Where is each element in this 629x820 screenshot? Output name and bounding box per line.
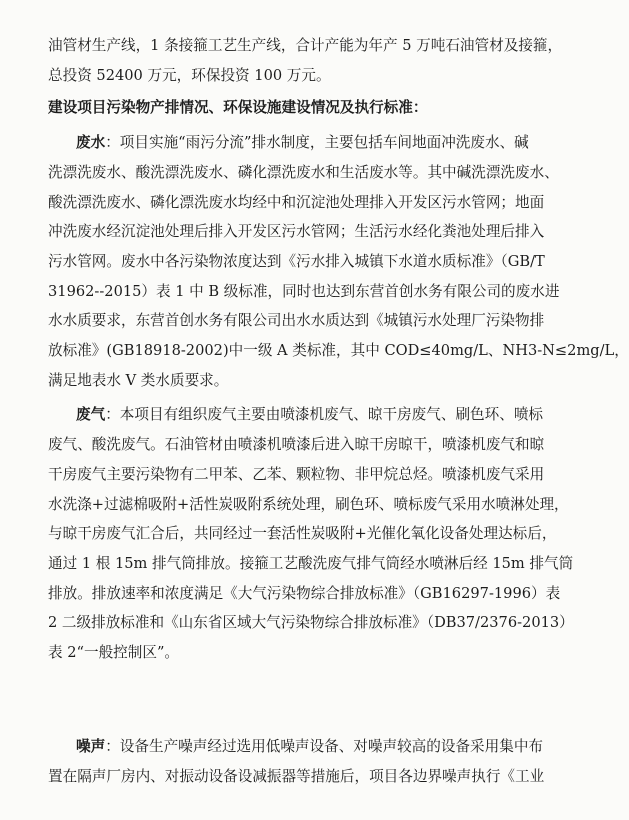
noise-line-1 (76, 737, 544, 757)
noise-line-2: 置在隔声厂房内、对振动设备设减振器等措施后，项目各边界噪声执行《工业 (48, 768, 545, 785)
waste-gas-text-1: ：本项目有组织废气主要由喷漆机废气、晾干房废气、刷色环、喷标 (105, 406, 544, 423)
wastewater-line-2: 洗漂洗废水、酸洗漂洗废水、磷化漂洗废水和生活废水等。其中碱洗漂洗废水、 (48, 164, 559, 181)
waste-gas-line-8: 2 二级排放标准和《山东省区域大气污染物综合排放标准》（DB37/2376-2013） (48, 614, 574, 631)
waste-gas-label: 废气 (76, 406, 106, 423)
wastewater-text-1: ：项目实施“雨污分流”排水制度，主要包括车间地面冲洗废水、碱 (105, 134, 529, 151)
wastewater-label: 废水 (76, 134, 106, 151)
wastewater-line-7: 水水质要求，东营首创水务有限公司出水水质达到《城镇污水处理厂污染物排 (48, 312, 545, 329)
waste-gas-line-9: 表 2“一般控制区”。 (48, 644, 180, 661)
wastewater-line-8: 放标准》(GB18918-2002)中一级 A 类标准，其中 COD≤40mg/L、NH3-N≤2mg/L， (48, 342, 629, 359)
intro-line-2: 总投资 52400 万元，环保投资 100 万元。 (48, 67, 331, 84)
waste-gas-line-2: 废气、酸洗废气。石油管材由喷漆机喷漆后进入晾干房晾干，喷漆机废气和晾 (48, 436, 545, 453)
noise-label: 噪声 (76, 738, 106, 755)
waste-gas-line-5: 与晾干房废气汇合后，共同经过一套活性炭吸附+光催化氧化设备处理达标后， (48, 525, 557, 542)
waste-gas-line-6: 通过 1 根 15m 排气筒排放。接箍工艺酸洗废气排气筒经水喷淋后经 15m 排气筒 (48, 555, 574, 572)
waste-gas-line-3: 干房废气主要污染物有二甲苯、乙苯、颗粒物、非甲烷总烃。喷漆机废气采用 (48, 466, 545, 483)
wastewater-line-1 (76, 133, 528, 153)
wastewater-line-9: 满足地表水 V 类水质要求。 (48, 372, 229, 389)
intro-line-1: 油管材生产线，1 条接箍工艺生产线，合计产能为年产 5 万吨石油管材及接箍， (48, 37, 563, 54)
section-heading: 建设项目污染物产排情况、环保设施建设情况及执行标准： (48, 99, 428, 116)
waste-gas-line-4: 水洗涤+过滤棉吸附+活性炭吸附系统处理，刷色环、喷标废气采用水喷淋处理， (48, 496, 569, 513)
wastewater-line-4: 冲洗废水经沉淀池处理后排入开发区污水管网；生活污水经化粪池处理后排入 (48, 223, 545, 240)
wastewater-line-5: 污水管网。废水中各污染物浓度达到《污水排入城镇下水道水质标准》（GB/T (48, 253, 545, 270)
wastewater-line-6: 31962--2015）表 1 中 B 级标准，同时也达到东营首创水务有限公司的废水进 (48, 283, 560, 300)
noise-text-1: ：设备生产噪声经过选用低噪声设备、对噪声较高的设备采用集中布 (105, 738, 544, 755)
waste-gas-line-7: 排放。排放速率和浓度满足《大气污染物综合排放标准》（GB16297-1996）表 (48, 585, 561, 602)
wastewater-line-3: 酸洗漂洗废水、磷化漂洗废水均经中和沉淀池处理排入开发区污水管网；地面 (48, 194, 545, 211)
waste-gas-line-1 (76, 405, 544, 425)
